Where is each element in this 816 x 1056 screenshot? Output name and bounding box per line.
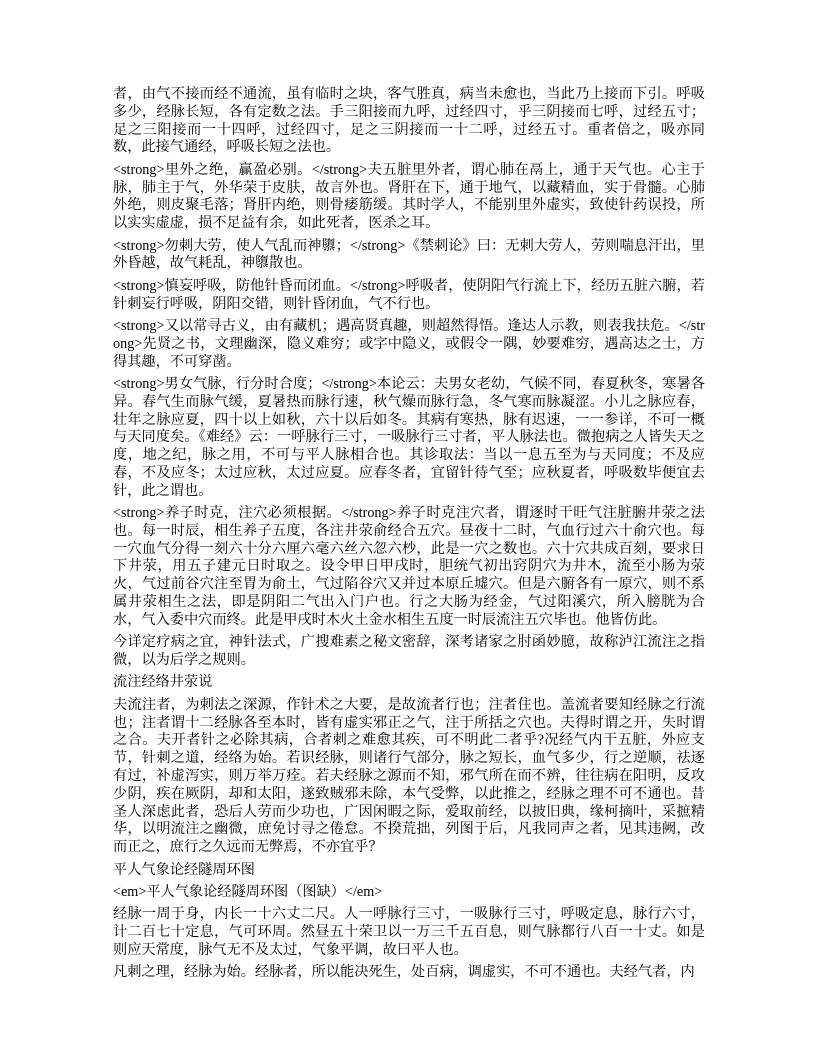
body-paragraph: <strong>里外之绝，赢盈必别。</strong>夫五脏里外者，谓心肺在鬲上，通于天气也。心主于脉，肺主于气，外华荣于皮肤，故言外也。肾肝在下，通于地气，以藏精血，实于骨髓。心肺外绝，则皮聚毛落；肾肝内绝，则骨痿筋缓。其时学人，不能别里外虚实，致使针药误投，所以实实虚虚，损不足益有余，如此死者，医杀之耳。 [113,161,705,232]
section-heading-jingluo-jingying: 流注经络井荥说 [113,674,213,691]
section-heading-pingren-qixiang: 平人气象论经隧周环图 [113,861,255,878]
body-paragraph: 经脉一周于身，内长一十六丈二尺。人一呼脉行三寸，一吸脉行三寸，呼吸定息，脉行六寸，计二百七十定息，气可环周。然昼五十荣卫以一万三千五百息，则气脉都行八百一十丈。如是则应天常度，脉气无不及太过，气象平调，故曰平人也。 [113,906,705,958]
body-paragraph: <strong>勿刺大劳，使人气乱而神隳；</strong>《禁刺论》曰：无刺大劳人，劳则喘息汗出，里外昏越，故气耗乱，神隳散也。 [113,237,705,272]
body-paragraph: 夫流注者，为刺法之深源，作针术之大要，是故流者行也；注者住也。盖流者要知经脉之行流也；注者谓十二经脉各至本时，皆有虚实邪正之气，注于所括之穴也。夫得时谓之开，失时谓之合。夫开者针之必除其病，合者刺之难愈其疾，可不明此二者乎?况经气内干五脏，外应支节，针刺之道，经络为始。若识经脉，则诸行气部分，脉之短长，血气多少，行之逆顺，祛逐有过，补虚泻实，则万举万痊。若夫经脉之源而不知，邪气所在而不辨，往往病在阳明，反攻少阴，疾在厥阴，却和太阳，遂致贼邪未除，本气受弊，以此推之，经脉之理不可不通也。昔圣人深虑此者，恐后人劳而少功也，广因闲暇之际，爱取前经，以披旧典，缘柯摘叶，采摭精华，以明流注之幽微，庶免讨寻之倦怠。不揆荒拙，列图于后，凡我同声之者，见其违阙，改而正之，庶行之久远而无弊焉，不亦宜乎？ [113,696,705,856]
body-paragraph: <strong>养子时克，注穴必须根据。</strong>养子时克注穴者，谓逐时干旺气注脏腑井荥之法也。每一时辰，相生养子五度，各注井荥俞经合五穴。昼夜十二时，气血行过六十俞穴也。每一穴血气分得一刻六十分六厘六毫六丝六忽六杪，此是一穴之数也。六十穴共成百刻，要求日下井荥，用五子建元日时取之。设令甲日甲戌时，胆统气初出窍阴穴为井木，流至小肠为荥火，气过前谷穴注至胃为俞土，气过陷谷穴又并过本原丘墟穴。但是六腑各有一原穴，则不系属井荥相生之法，即是阴阳二气出入门户也。行之大肠为经金，气过阳溪穴，所入膀胱为合水，气入委中穴而终。此是甲戌时木火土金水相生五度一时辰流注五穴毕也。他皆仿此。 [113,505,705,628]
body-paragraph: 者，由气不接而经不通流，虽有临时之块，客气胜真，病当未愈也，当此乃上接而下引。呼吸多少，经脉长短，各有定数之法。手三阳接而九呼，过经四寸，乎三阴接而七呼，过经五寸；足之三阳接而一十四呼，过经四寸，足之三阴接而一十二呼，过经五寸。重者倍之，吸亦同数，此接气通经，呼吸长短之法也。 [113,86,705,156]
body-paragraph: <strong>慎妄呼吸，防他针昏而闭血。</strong>呼吸者，使阴阳气行流上下，经历五脏六腑，若针刺妄行呼吸，阴阳交错，则针昏闭血，气不行也。 [113,277,705,312]
body-paragraph: <strong>男女气脉，行分时合度；</strong>本论云：夫男女老幼，气候不同，春夏秋冬，寒暑各异。春气生而脉气缓，夏暑热而脉行速，秋气燥而脉行急，冬气寒而脉凝涩。小儿之脉应春，壮年之脉应夏，四十以上如秋，六十以后如冬。其病有寒热，脉有迟速，一一参详，不可一概与天同度矣。《难经》云：一呼脉行三寸，一吸脉行三寸者，平人脉法也。微抱病之人皆失天之度，地之纪，脉之用，不可与平人脉相合也。其诊取法：当以一息五至为与天同度；不及应春，不及应冬；太过应秋，太过应夏。应春冬者，宜留针待气至；应秋夏者，呼吸数毕便宜去针，此之谓也。 [113,375,705,499]
body-paragraph: 今详定疗病之宜，神针法式，广搜难素之秘文密辞，深考诸家之肘函妙臆，故称泸江流注之指微，以为后学之规则。 [113,634,705,669]
body-paragraph: <strong>又以常寻古义，由有藏机；遇高贤真趣，则超然得悟。逢达人示教，则表我扶危。</strong>先贤之书，文理幽深，隐义难穷；或字中隐义，或假令一隅，妙要难穷，遇高达之士，方得其趣，不可穿凿。 [113,317,705,370]
figure-missing-note: <em>平人气象论经隧周环图（图缺）</em> [113,884,383,900]
body-paragraph: 凡刺之理，经脉为始。经脉者，所以能决死生，处百病，调虚实，不可不通也。夫经气者，内 [113,964,695,981]
